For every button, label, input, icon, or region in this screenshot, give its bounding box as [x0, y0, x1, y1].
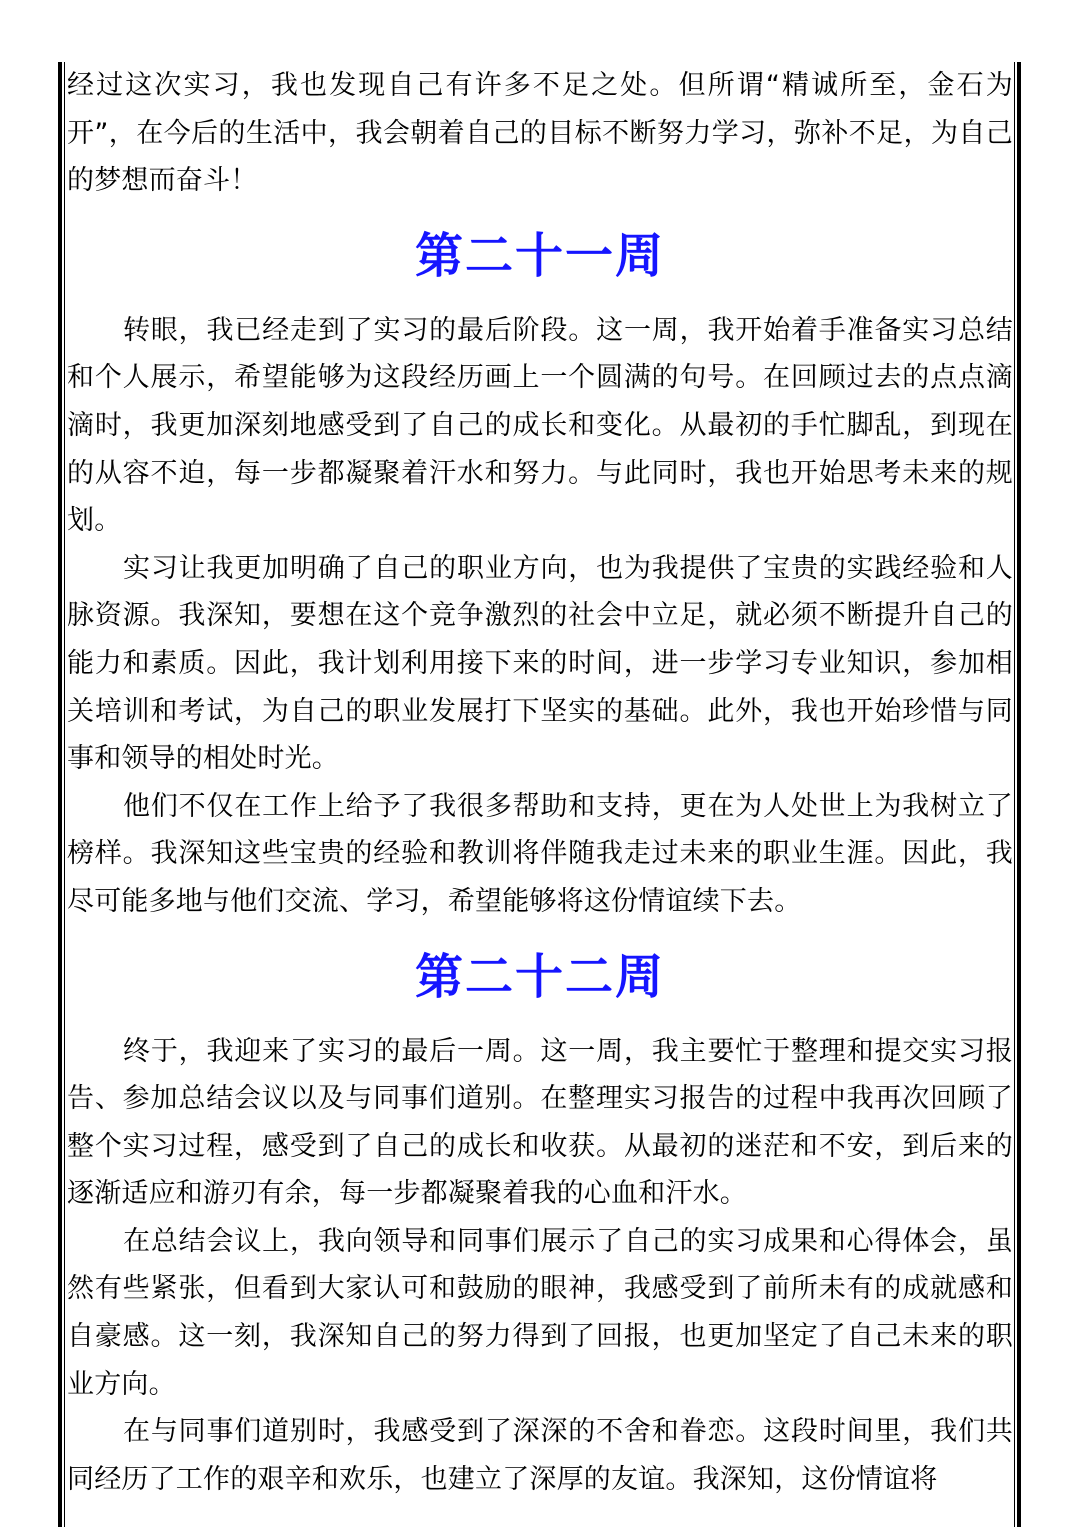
week-22-heading: 第二十二周 — [414, 948, 665, 1005]
page-border-left-outer — [58, 62, 62, 1527]
page-border-left-inner — [64, 62, 65, 1527]
week-21-paragraph-2: 实习让我更加明确了自己的职业方向，也为我提供了宝贵的实践经验和人脉资源。我深知，要想在这个竞争激烈的社会中立足，就必须不断提升自己的能力和素质。因此，我计划利用接下来的时间，进一步学习专业知识，参加相关培训和考试，为自己的职业发展打下坚实的基础。此外，我也开始珍惜与同事和领导的相处时光。 — [67, 552, 1013, 775]
week-22-paragraph-2: 在总结会议上，我向领导和同事们展示了自己的实习成果和心得体会，虽然有些紧张，但看到大家认可和鼓励的眼神，我感受到了前所未有的成就感和自豪感。这一刻，我深知自己的努力得到了回报，也更加坚定了自己未来的职业方向。 — [67, 1225, 1013, 1400]
week-21-heading: 第二十一周 — [414, 227, 665, 284]
week-22-paragraph-1: 终于，我迎来了实习的最后一周。这一周，我主要忙于整理和提交实习报告、参加总结会议以及与同事们道别。在整理实习报告的过程中我再次回顾了整个实习过程，感受到了自己的成长和收获。从最初的迷茫和不安，到后来的逐渐适应和游刃有余，每一步都凝聚着我的心血和汗水。 — [67, 1035, 1013, 1210]
week-21-paragraph-1: 转眼，我已经走到了实习的最后阶段。这一周，我开始着手准备实习总结和个人展示，希望能够为这段经历画上一个圆满的句号。在回顾过去的点点滴滴时，我更加深刻地感受到了自己的成长和变化。从最初的手忙脚乱，到现在的从容不迫，每一步都凝聚着汗水和努力。与此同时，我也开始思考未来的规划。 — [67, 314, 1013, 537]
week-21-paragraph-3: 他们不仅在工作上给予了我很多帮助和支持，更在为人处世上为我树立了榜样。我深知这些宝贵的经验和教训将伴随我走过未来的职业生涯。因此，我尽可能多地与他们交流、学习，希望能够将这份情谊续下去。 — [67, 790, 1013, 917]
intro-paragraph: 经过这次实习，我也发现自己有许多不足之处。但所谓“精诚所至，金石为开”，在今后的生活中，我会朝着自己的目标不断努力学习，弥补不足，为自己的梦想而奋斗！ — [67, 70, 1013, 197]
document-body — [67, 62, 1013, 1503]
week-22-paragraph-3: 在与同事们道别时，我感受到了深深的不舍和眷恋。这段时间里，我们共同经历了工作的艰辛和欢乐，也建立了深厚的友谊。我深知，这份情谊将 — [67, 1416, 1013, 1495]
page-border-right-outer — [1017, 62, 1021, 1527]
page-border-right-inner — [1014, 62, 1015, 1527]
